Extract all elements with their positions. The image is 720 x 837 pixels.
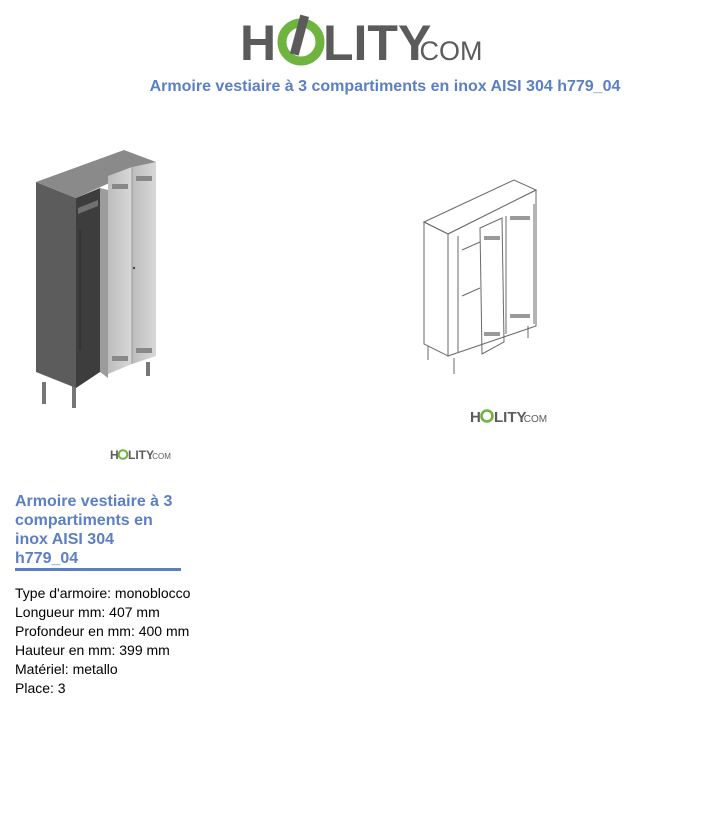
logo-suffix: .COM	[412, 36, 482, 66]
spec-depth: Profondeur en mm: 400 mm	[15, 623, 190, 639]
holity-small-logo-2	[470, 405, 550, 427]
holity-logo[interactable]	[240, 8, 482, 70]
locker-drawing[interactable]	[418, 176, 542, 382]
small-logo-suffix: .COM	[150, 452, 171, 461]
spec-material: Matériel: metallo	[15, 661, 118, 677]
spec-height: Hauteur en mm: 399 mm	[15, 642, 170, 658]
logo-letter-h: H	[240, 15, 277, 70]
spec-list	[15, 584, 190, 698]
spec-places: Place: 3	[15, 680, 66, 696]
holity-small-logo	[110, 446, 174, 462]
spec-length: Longueur mm: 407 mm	[15, 604, 160, 620]
page-heading: Armoire vestiaire à 3 compartiments en inox AISI 304 h779_04	[149, 78, 621, 95]
product-title[interactable]: Armoire vestiaire à 3 compartiments en inox AISI 304 h779_04	[15, 492, 181, 571]
small-logo-h: H	[110, 448, 119, 462]
small-logo-lity: LITY	[128, 448, 154, 462]
small-logo2-suffix: .COM	[521, 414, 548, 425]
spec-type: Type d'armoire: monoblocco	[15, 585, 191, 601]
locker-photo[interactable]	[28, 140, 168, 415]
logo-letters-lity: LITY	[323, 15, 432, 70]
small-logo2-lity: LITY	[494, 409, 527, 426]
small-logo2-h: H	[470, 409, 481, 426]
